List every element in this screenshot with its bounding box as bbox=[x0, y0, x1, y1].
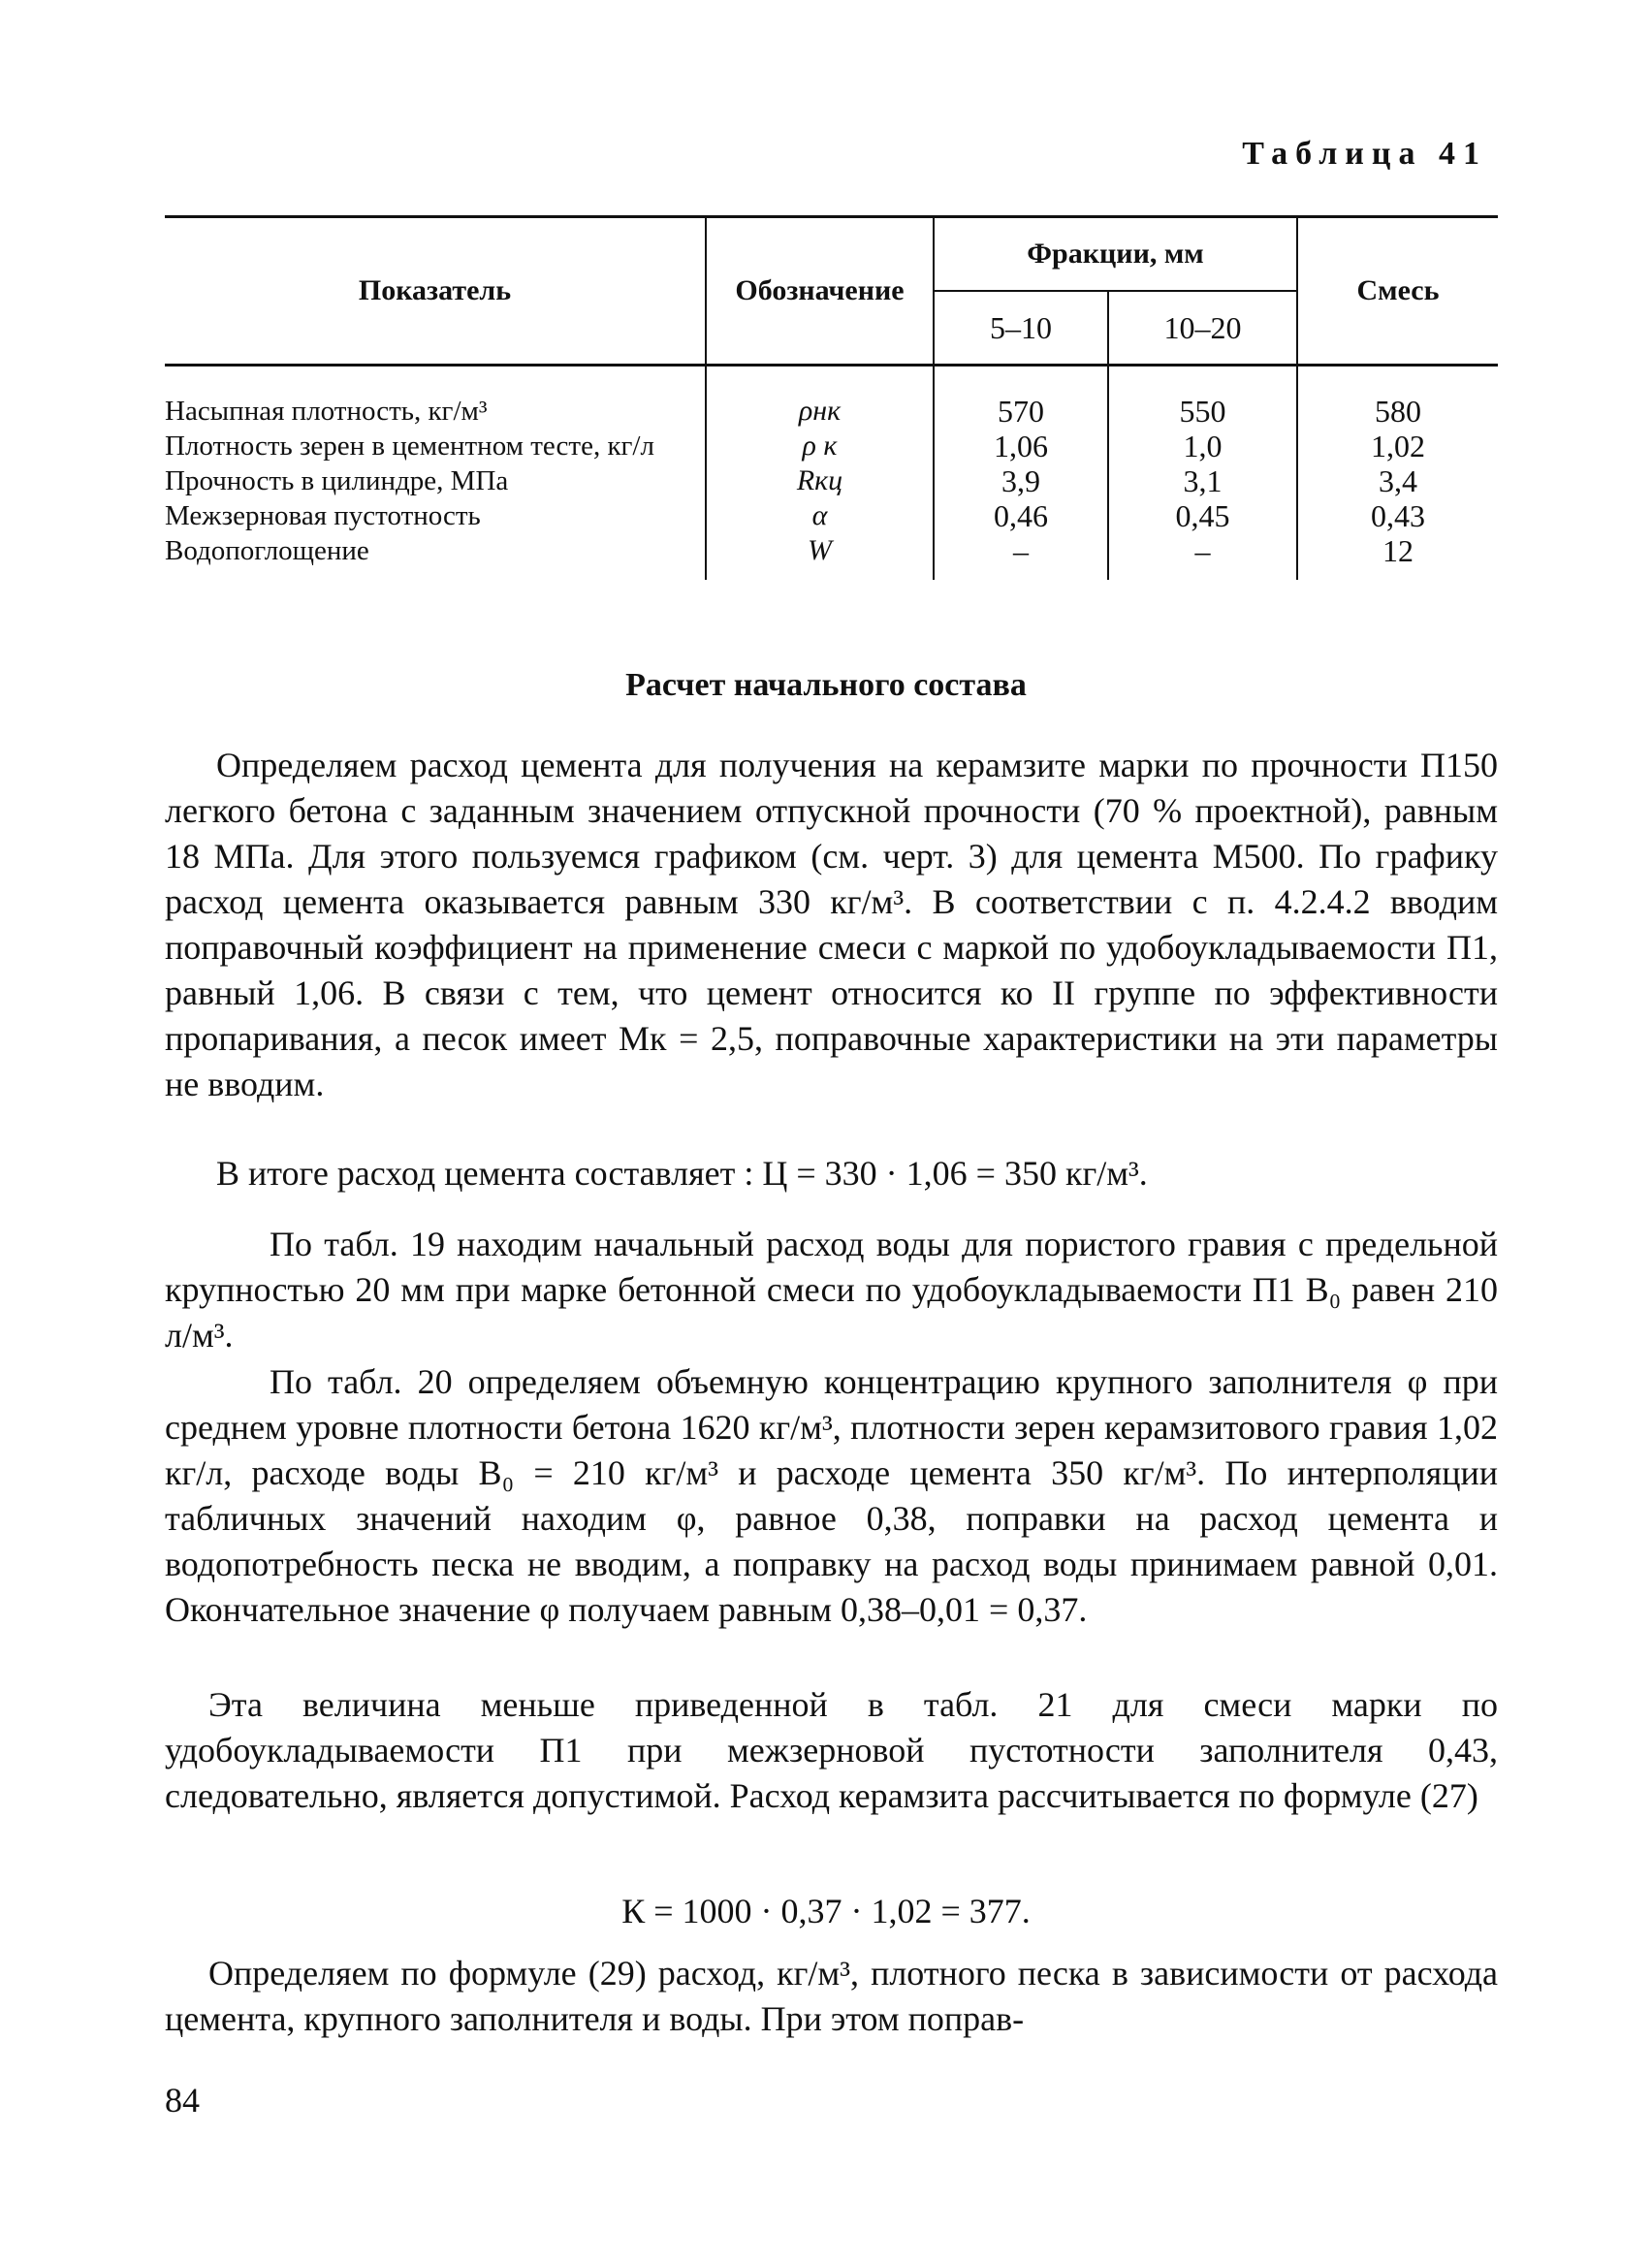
row-label: Прочность в цилиндре, МПа bbox=[165, 465, 509, 496]
table-row bbox=[165, 463, 1498, 498]
row-symbol: Rкц bbox=[706, 463, 934, 498]
header-designation: Обозначение bbox=[706, 217, 934, 366]
row-symbol: ρнк bbox=[706, 366, 934, 430]
row-symbol: α bbox=[706, 498, 934, 533]
paragraph-aggregate-concentration: По табл. 20 определяем объемную концентрацию крупного заполнителя φ при среднем уровне плотности бетона 1620 кг/м³, плотности зерен керамзитового гравия 1,02 кг/л, расходе воды B₀ = 210 кг/м³ и расходе цемента 350 кг/м³. По интерполяции табличных значений находим φ, равное 0,38, поправки на расход цемента и водопотребность песка не вводим, а поправку на расход воды принимаем равной 0,01. Окончательное значение φ получаем равным 0,38–0,01 = 0,37. bbox=[165, 1362, 1498, 1629]
row-label: Водопоглощение bbox=[165, 535, 369, 566]
table-row bbox=[165, 429, 1498, 463]
header-fractions: Фракции, мм bbox=[934, 217, 1297, 292]
row-value-10-20: 550 bbox=[1108, 366, 1297, 430]
row-value-mix: 1,02 bbox=[1297, 429, 1498, 463]
row-value-10-20: 1,0 bbox=[1108, 429, 1297, 463]
table-row bbox=[165, 498, 1498, 533]
table-row bbox=[165, 533, 1498, 580]
paragraph-cement-total: В итоге расход цемента составляет : Ц = 330 · 1,06 = 350 кг/м³. bbox=[216, 1154, 1148, 1193]
formula-claydite: К = 1000 · 0,37 · 1,02 = 377. bbox=[621, 1892, 1031, 1930]
paragraph-water-consumption: По табл. 19 находим начальный расход воды для пористого гравия с предельной крупностью 20 мм при марке бетонной смеси по удобоукладываемости П1 B₀ равен 210 л/м³. bbox=[165, 1225, 1498, 1355]
row-value-5-10: 1,06 bbox=[934, 429, 1108, 463]
row-value-mix: 3,4 bbox=[1297, 463, 1498, 498]
row-value-5-10: – bbox=[934, 533, 1108, 580]
row-value-5-10: 570 bbox=[934, 366, 1108, 430]
row-value-mix: 12 bbox=[1297, 533, 1498, 580]
row-label: Насыпная плотность, кг/м³ bbox=[165, 396, 488, 427]
row-value-mix: 580 bbox=[1297, 366, 1498, 430]
row-label: Плотность зерен в цементном тесте, кг/л bbox=[165, 430, 654, 462]
paragraph-claydite-check: Эта величина меньше приведенной в табл. 21 для смеси марки по удобоукладываемости П1 при межзерновой пустотности заполнителя 0,43, следовательно, является допустимой. Расход керамзита рассчитывается по формуле (27) bbox=[165, 1685, 1498, 1815]
properties-table bbox=[165, 215, 1498, 580]
table-row bbox=[165, 366, 1498, 430]
section-heading: Расчет начального состава bbox=[625, 667, 1027, 703]
row-label: Межзерновая пустотность bbox=[165, 500, 481, 531]
row-symbol: W bbox=[706, 533, 934, 580]
row-value-5-10: 0,46 bbox=[934, 498, 1108, 533]
row-symbol: ρ к bbox=[706, 429, 934, 463]
row-value-10-20: 3,1 bbox=[1108, 463, 1297, 498]
row-value-10-20: – bbox=[1108, 533, 1297, 580]
header-indicator: Показатель bbox=[165, 217, 706, 366]
paragraph-cement-consumption: Определяем расход цемента для получения на керамзите марки по прочности П150 легкого бетона с заданным значением отпускной прочности (70 % проектной), равным 18 МПа. Для этого пользуемся графиком (см. черт. 3) для цемента М500. По графику расход цемента оказывается равным 330 кг/м³. В соответствии с п. 4.2.4.2 вводим поправочный коэффициент на применение смеси с маркой по удобоукладываемости П1, равный 1,06. В связи с тем, что цемент относится ко II группе по эффективности пропаривания, а песок имеет Mк = 2,5, поправочные характеристики на эти параметры не вводим. bbox=[165, 746, 1498, 1103]
row-value-5-10: 3,9 bbox=[934, 463, 1108, 498]
page-number: 84 bbox=[165, 2081, 200, 2120]
paragraph-sand-consumption: Определяем по формуле (29) расход, кг/м³, плотного песка в зависимости от расхода цемента, крупного заполнителя и воды. При этом поправ- bbox=[165, 1954, 1498, 2038]
header-fraction-5-10: 5–10 bbox=[934, 291, 1108, 366]
header-fraction-10-20: 10–20 bbox=[1108, 291, 1297, 366]
row-value-mix: 0,43 bbox=[1297, 498, 1498, 533]
header-mix: Смесь bbox=[1297, 217, 1498, 366]
row-value-10-20: 0,45 bbox=[1108, 498, 1297, 533]
table-label: Таблица 41 bbox=[1242, 136, 1487, 172]
